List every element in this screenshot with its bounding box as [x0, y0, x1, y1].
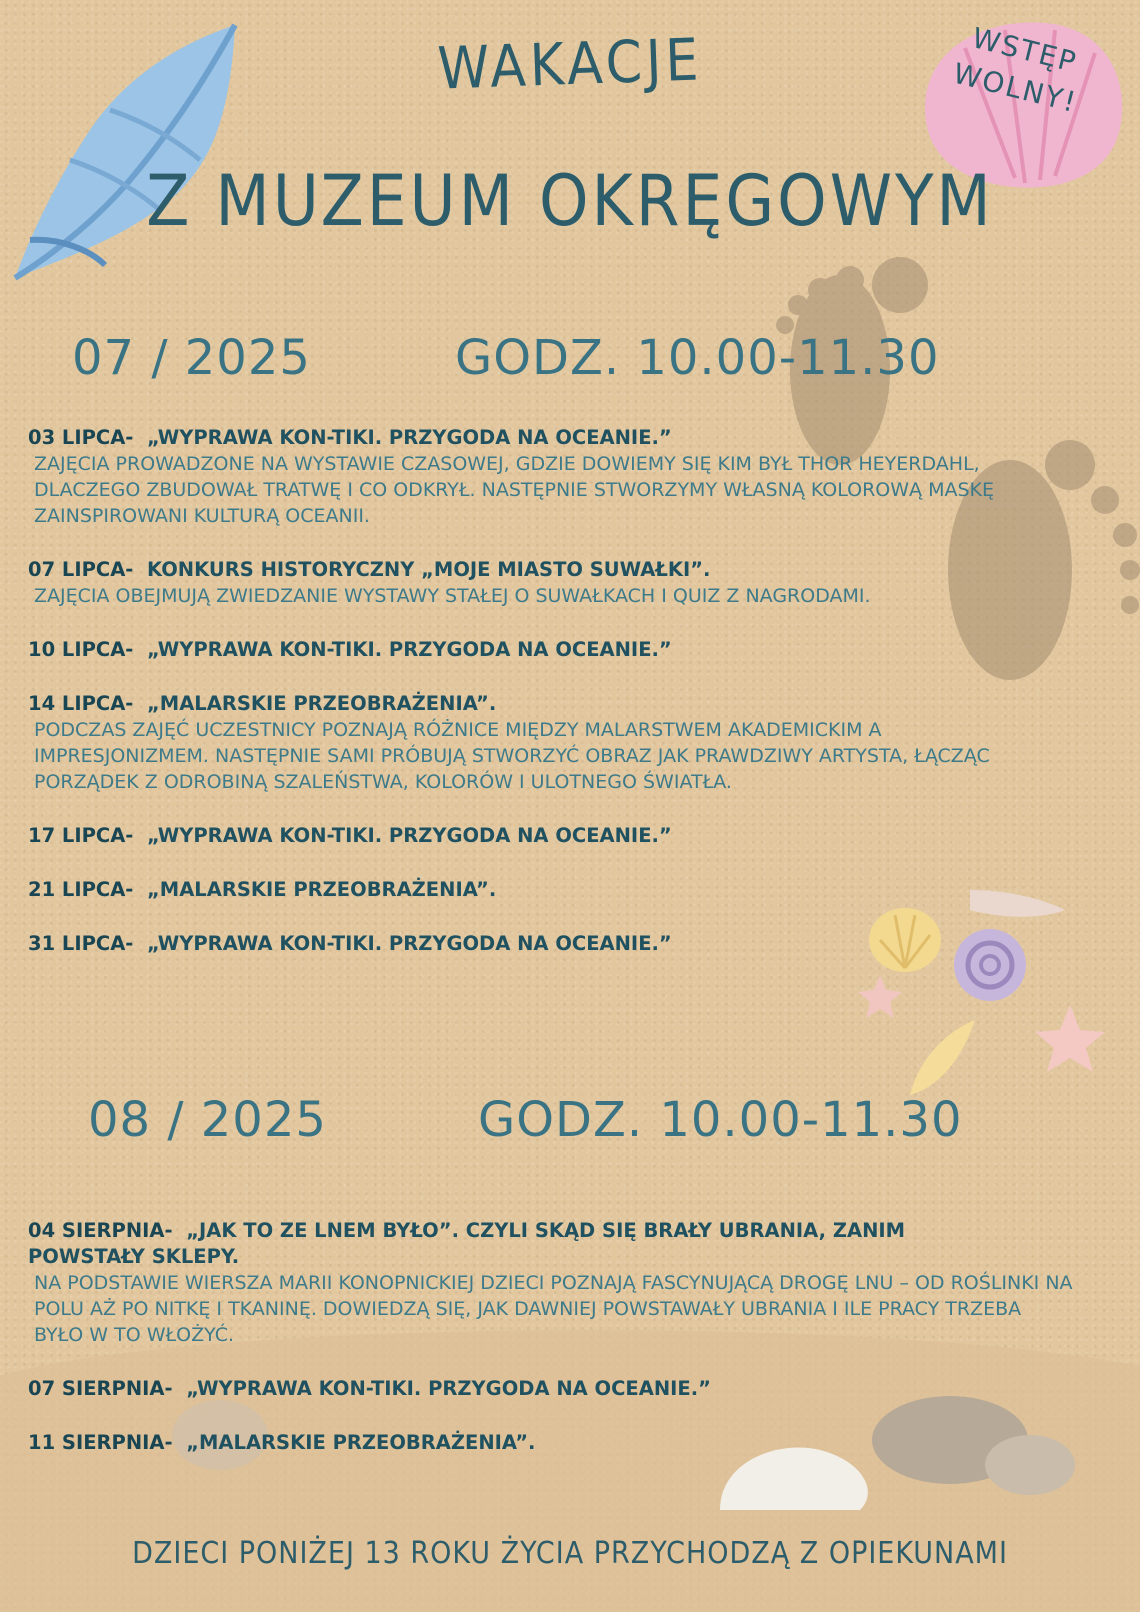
event-date: 21 LIPCA- — [28, 878, 134, 901]
event-item — [28, 557, 1088, 609]
free-entry-badge: WSTĘP WOLNY! — [949, 21, 1081, 120]
event-title: „WYPRAWA KON-TIKI. PRZYGODA NA OCEANIE.” — [146, 932, 672, 955]
july-month-heading: 07 / 2025 — [72, 330, 311, 386]
event-date: 31 LIPCA- — [28, 932, 134, 955]
july-events-list — [28, 425, 1088, 985]
event-date: 04 SIERPNIA- — [28, 1219, 173, 1242]
august-hours-heading: GODZ. 10.00-11.30 — [478, 1092, 963, 1148]
event-date: 14 LIPCA- — [28, 692, 134, 715]
event-title: KONKURS HISTORYCZNY „MOJE MIASTO SUWAŁKI”. — [146, 558, 711, 581]
event-item — [28, 1218, 1088, 1348]
event-title: „MALARSKIE PRZEOBRAŻENIA”. — [146, 692, 497, 715]
july-hours-heading: GODZ. 10.00-11.30 — [455, 330, 940, 386]
event-item — [28, 637, 1088, 663]
title-muzeum: Z MUZEUM OKRĘGOWYM — [146, 160, 994, 242]
event-item — [28, 425, 1088, 529]
event-title: „MALARSKIE PRZEOBRAŻENIA”. — [146, 878, 497, 901]
event-item — [28, 1430, 1088, 1456]
event-item — [28, 823, 1088, 849]
event-date: 17 LIPCA- — [28, 824, 134, 847]
event-date: 10 LIPCA- — [28, 638, 134, 661]
event-date: 03 LIPCA- — [28, 426, 134, 449]
event-title: „MALARSKIE PRZEOBRAŻENIA”. — [186, 1431, 536, 1454]
event-date: 11 SIERPNIA- — [28, 1431, 173, 1454]
footer-note: DZIECI PONIŻEJ 13 ROKU ŻYCIA PRZYCHODZĄ Z OPIEKUNAMI — [132, 1536, 1008, 1571]
title-wakacje: WAKACJE — [436, 25, 704, 103]
event-item — [28, 691, 1088, 795]
event-item — [28, 931, 1088, 957]
event-description: PODCZAS ZAJĘĆ UCZESTNICY POZNAJĄ RÓŻNICE MIĘDZY MALARSTWEM AKADEMICKIM A IMPRESJONIZMEM. NASTĘPNIE SAMI PRÓBUJĄ STWORZYĆ OBRAZ JAK PRAWDZIWY ARTYSTA, ŁĄCZĄC PORZĄDEK Z ODROBINĄ SZALEŃSTWA, KOLORÓW I ULOTNEGO ŚWIATŁA. — [34, 719, 990, 793]
event-description: NA PODSTAWIE WIERSZA MARII KONOPNICKIEJ DZIECI POZNAJĄ FASCYNUJĄCĄ DROGĘ LNU – OD ROŚLINKI NA POLU AŻ PO NITKĘ I TKANINĘ. DOWIEDZĄ SIĘ, JAK DAWNIEJ POWSTAWAŁY UBRANIA I ILE PRACY TRZEBA BYŁO W TO WŁOŻYĆ. — [34, 1272, 1073, 1346]
event-description: ZAJĘCIA OBEJMUJĄ ZWIEDZANIE WYSTAWY STAŁEJ O SUWAŁKACH I QUIZ Z NAGRODAMI. — [34, 585, 871, 607]
event-description: ZAJĘCIA PROWADZONE NA WYSTAWIE CZASOWEJ, GDZIE DOWIEMY SIĘ KIM BYŁ THOR HEYERDAHL, DLACZEGO ZBUDOWAŁ TRATWĘ I CO ODKRYŁ. NASTĘPNIE STWORZYMY WŁASNĄ KOLOROWĄ MASKĘ ZAINSPIROWANI KULTURĄ OCEANII. — [34, 453, 995, 527]
august-events-list — [28, 1218, 1088, 1484]
august-month-heading: 08 / 2025 — [88, 1092, 327, 1148]
event-item — [28, 877, 1088, 903]
event-title: „WYPRAWA KON-TIKI. PRZYGODA NA OCEANIE.” — [146, 638, 672, 661]
event-item — [28, 1376, 1088, 1402]
event-date: 07 SIERPNIA- — [28, 1377, 173, 1400]
event-title: „WYPRAWA KON-TIKI. PRZYGODA NA OCEANIE.” — [146, 824, 672, 847]
event-title: „JAK TO ZE LNEM BYŁO”. CZYLI SKĄD SIĘ BRAŁY UBRANIA, ZANIM POWSTAŁY SKLEPY. — [28, 1219, 906, 1268]
event-title: „WYPRAWA KON-TIKI. PRZYGODA NA OCEANIE.” — [186, 1377, 711, 1400]
event-title: „WYPRAWA KON-TIKI. PRZYGODA NA OCEANIE.” — [146, 426, 672, 449]
event-date: 07 LIPCA- — [28, 558, 134, 581]
